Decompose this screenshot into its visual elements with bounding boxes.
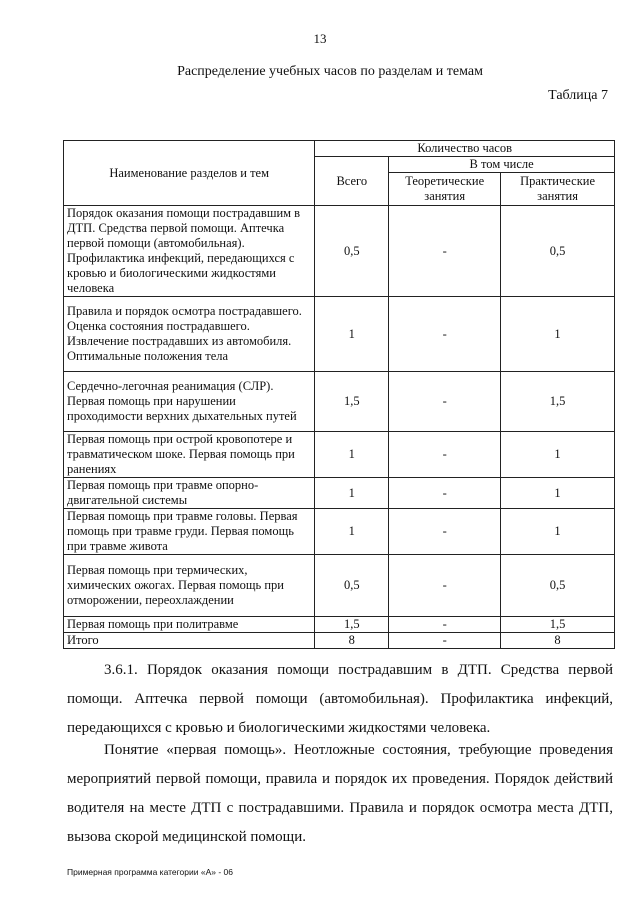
row-theory-hours: - — [389, 617, 501, 633]
page-number: 13 — [313, 31, 327, 46]
row-theory-hours: - — [389, 555, 501, 617]
row-theory-hours: - — [389, 297, 501, 372]
header-including: В том числе — [389, 157, 615, 173]
row-practice-hours: 1,5 — [501, 617, 615, 633]
table-row — [64, 617, 615, 633]
table-row — [64, 432, 615, 478]
row-total-hours: 1,5 — [315, 372, 389, 432]
row-practice-hours: 1 — [501, 478, 615, 509]
row-total-hours: 0,5 — [315, 555, 389, 617]
row-practice-hours: 1 — [501, 432, 615, 478]
row-practice-hours: 1,5 — [501, 372, 615, 432]
row-practice-hours: 0,5 — [501, 206, 615, 297]
table-row — [64, 509, 615, 555]
header-section-name: Наименование разделов и тем — [64, 141, 315, 206]
table-row — [64, 297, 615, 372]
total-row-total-hours: 8 — [315, 633, 389, 649]
row-theory-hours: - — [389, 206, 501, 297]
row-theory-hours: - — [389, 372, 501, 432]
row-practice-hours: 1 — [501, 509, 615, 555]
row-section-name: Первая помощь при травме головы. Первая помощь при травме груди. Первая помощь при травме живота — [64, 509, 315, 555]
total-row-label: Итого — [64, 633, 315, 649]
row-section-name: Правила и порядок осмотра пострадавшего. Оценка состояния пострадавшего. Извлечение пострадавших из автомобиля. Оптимальные положения тела — [64, 297, 315, 372]
body-paragraph-2: Понятие «первая помощь». Неотложные состояния, требующие проведения мероприятий первой помощи, правила и порядок их проведения. Порядок действий водителя на месте ДТП с пострадавшими. Правила и порядок осмотра места ДТП, вызова скорой медицинской помощи. — [67, 742, 613, 845]
page-title: Распределение учебных часов по разделам и темам — [177, 64, 483, 79]
total-row-practice-hours: 8 — [501, 633, 615, 649]
row-theory-hours: - — [389, 509, 501, 555]
table-row — [64, 372, 615, 432]
hours-distribution-table — [63, 140, 615, 649]
row-section-name: Первая помощь при травме опорно-двигательной системы — [64, 478, 315, 509]
header-practice: Практические занятия — [501, 173, 615, 206]
row-theory-hours: - — [389, 432, 501, 478]
row-section-name: Порядок оказания помощи пострадавшим в ДТП. Средства первой помощи. Аптечка первой помощи (автомобильная). Профилактика инфекций, передающихся с кровью и биологическими жидкостями человека — [64, 206, 315, 297]
page-footer: Примерная программа категории «А» - 06 — [67, 867, 233, 877]
row-section-name: Сердечно-легочная реанимация (СЛР). Первая помощь при нарушении проходимости верхних дыхательных путей — [64, 372, 315, 432]
row-total-hours: 1 — [315, 432, 389, 478]
row-total-hours: 1 — [315, 297, 389, 372]
row-total-hours: 0,5 — [315, 206, 389, 297]
table-row — [64, 206, 615, 297]
header-total: Всего — [315, 157, 389, 206]
header-theory: Теоретические занятия — [389, 173, 501, 206]
row-total-hours: 1,5 — [315, 617, 389, 633]
header-hours-count: Количество часов — [315, 141, 615, 157]
row-total-hours: 1 — [315, 478, 389, 509]
table-label: Таблица 7 — [548, 88, 608, 103]
table-row — [64, 555, 615, 617]
row-section-name: Первая помощь при острой кровопотере и травматическом шоке. Первая помощь при ранениях — [64, 432, 315, 478]
row-theory-hours: - — [389, 478, 501, 509]
row-total-hours: 1 — [315, 509, 389, 555]
row-practice-hours: 0,5 — [501, 555, 615, 617]
body-paragraph-1: 3.6.1. Порядок оказания помощи пострадавшим в ДТП. Средства первой помощи. Аптечка первой помощи (автомобильная). Профилактика инфекций, передающихся с кровью и биологическими жидкостями человека. — [67, 662, 613, 736]
total-row-theory-hours: - — [389, 633, 501, 649]
row-practice-hours: 1 — [501, 297, 615, 372]
table-total-row — [64, 633, 615, 649]
row-section-name: Первая помощь при политравме — [64, 617, 315, 633]
table-row — [64, 478, 615, 509]
row-section-name: Первая помощь при термических, химических ожогах. Первая помощь при отморожении, переохлаждении — [64, 555, 315, 617]
